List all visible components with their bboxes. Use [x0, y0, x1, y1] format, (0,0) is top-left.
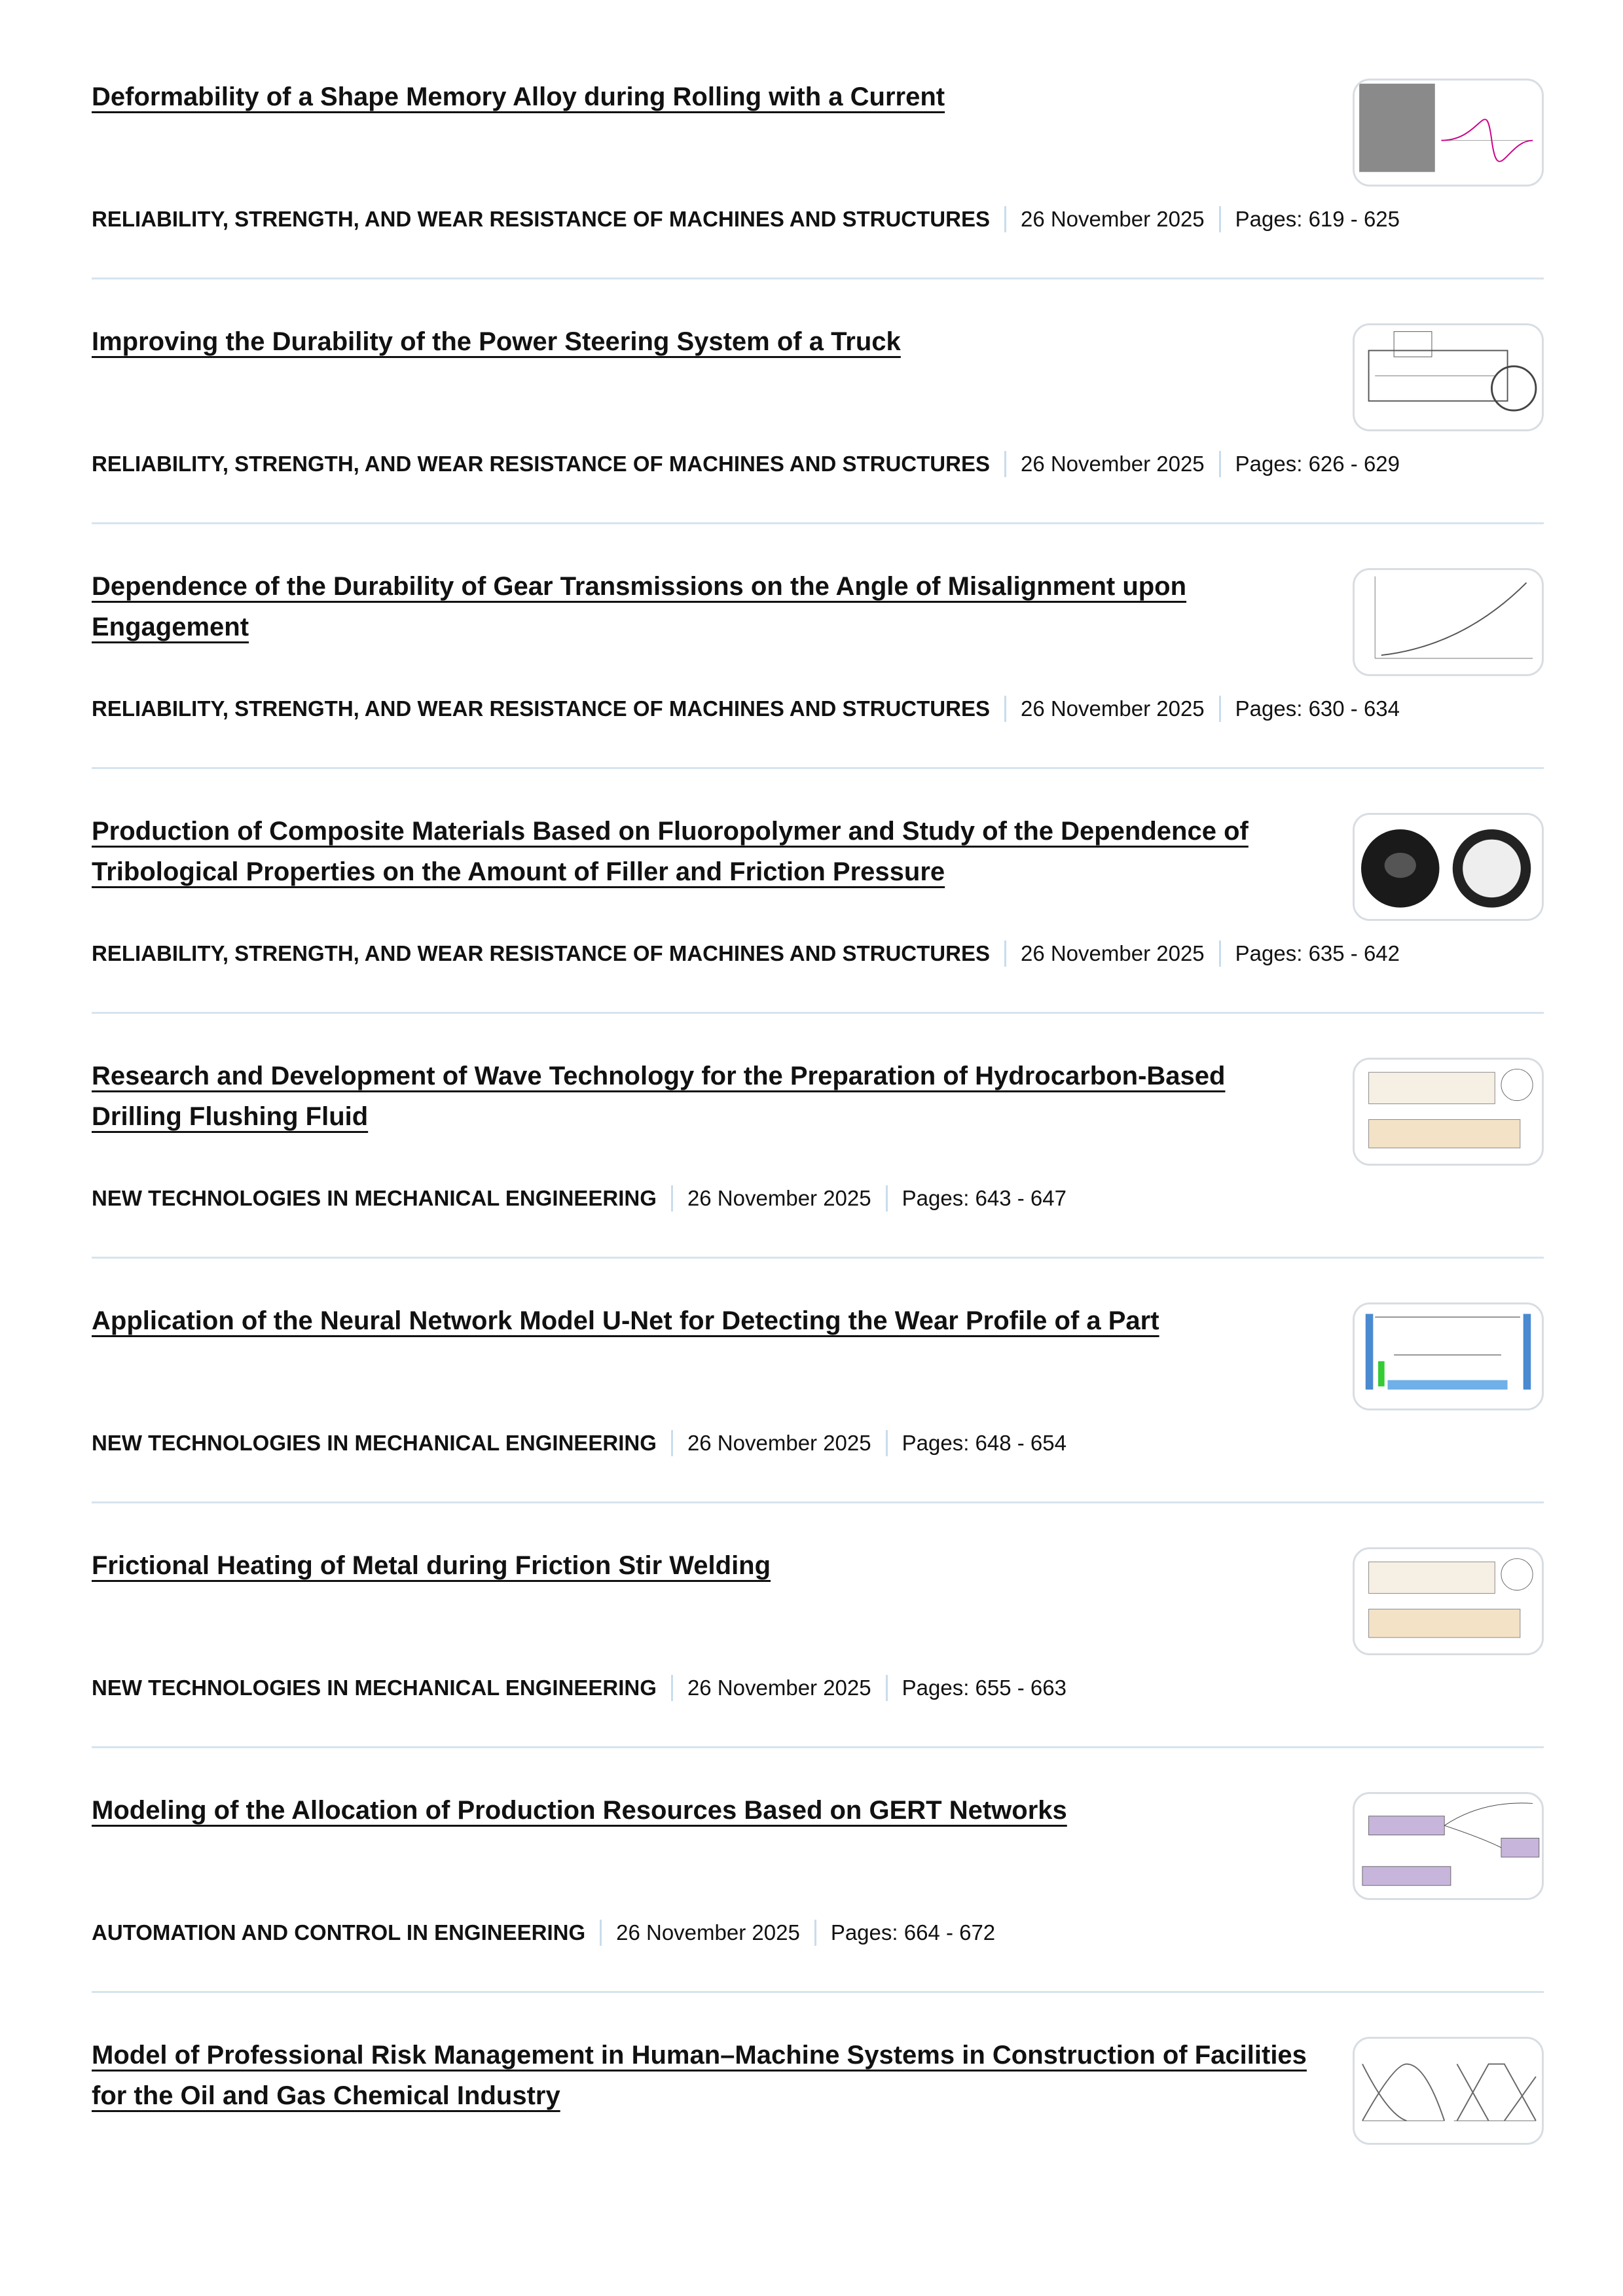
article-title	[92, 1545, 1309, 1586]
article-item	[92, 1259, 1544, 1503]
article-date: 26 November 2025	[687, 1676, 871, 1700]
article-title	[92, 811, 1309, 892]
article-date: 26 November 2025	[687, 1186, 871, 1210]
article-section: NEW TECHNOLOGIES IN MECHANICAL ENGINEERING	[92, 1186, 657, 1210]
article-thumbnail[interactable]	[1353, 1547, 1544, 1655]
article-title	[92, 1790, 1309, 1831]
article-item	[92, 1503, 1544, 1748]
drawing-image-icon	[1355, 1060, 1542, 1164]
article-date: 26 November 2025	[687, 1431, 871, 1455]
article-thumbnail[interactable]	[1353, 323, 1544, 431]
article-title-link[interactable]: Deformability of a Shape Memory Alloy during Rolling with a Current	[92, 82, 945, 111]
article-thumbnail[interactable]	[1353, 1792, 1544, 1900]
article-meta	[92, 1920, 995, 1946]
separator	[1219, 451, 1221, 477]
article-list	[92, 35, 1544, 2236]
article-item	[92, 279, 1544, 524]
article-section: RELIABILITY, STRENGTH, AND WEAR RESISTANCE OF MACHINES AND STRUCTURES	[92, 941, 990, 965]
article-meta	[92, 451, 1400, 477]
separator	[1219, 696, 1221, 722]
rings-image-icon	[1355, 815, 1542, 919]
article-item	[92, 35, 1544, 279]
article-pages: Pages: 648 - 654	[902, 1431, 1067, 1455]
separator	[886, 1185, 888, 1211]
article-pages: Pages: 655 - 663	[902, 1676, 1067, 1700]
fuzzy-image-icon	[1355, 2039, 1542, 2143]
article-thumbnail[interactable]	[1353, 79, 1544, 187]
article-section: RELIABILITY, STRENGTH, AND WEAR RESISTANCE OF MACHINES AND STRUCTURES	[92, 452, 990, 476]
separator	[1004, 696, 1006, 722]
article-title	[92, 566, 1309, 647]
article-thumbnail[interactable]	[1353, 2037, 1544, 2145]
article-date: 26 November 2025	[1020, 941, 1205, 965]
separator	[1219, 941, 1221, 967]
article-item	[92, 769, 1544, 1014]
article-pages: Pages: 643 - 647	[902, 1186, 1067, 1210]
separator	[814, 1920, 816, 1946]
separator	[600, 1920, 602, 1946]
article-item	[92, 524, 1544, 769]
unet-image-icon	[1355, 1304, 1542, 1408]
article-thumbnail[interactable]	[1353, 1058, 1544, 1166]
article-pages: Pages: 619 - 625	[1235, 207, 1400, 231]
article-item	[92, 1748, 1544, 1993]
article-thumbnail[interactable]	[1353, 568, 1544, 676]
article-pages: Pages: 635 - 642	[1235, 941, 1400, 965]
article-section: AUTOMATION AND CONTROL IN ENGINEERING	[92, 1920, 586, 1945]
separator	[671, 1185, 673, 1211]
article-item	[92, 1014, 1544, 1259]
article-meta	[92, 1430, 1067, 1456]
article-title-link[interactable]: Research and Development of Wave Technology for the Preparation of Hydrocarbon-Based Drilling Flushing Fluid	[92, 1062, 1226, 1131]
separator	[1004, 206, 1006, 232]
separator	[1219, 206, 1221, 232]
article-section: RELIABILITY, STRENGTH, AND WEAR RESISTANCE OF MACHINES AND STRUCTURES	[92, 696, 990, 721]
article-title-link[interactable]: Frictional Heating of Metal during Friction Stir Welding	[92, 1551, 771, 1580]
separator	[671, 1430, 673, 1456]
separator	[886, 1675, 888, 1701]
drawing-image-icon	[1355, 1549, 1542, 1653]
separator	[1004, 451, 1006, 477]
curve-image-icon	[1355, 570, 1542, 674]
article-title-link[interactable]: Modeling of the Allocation of Production Resources Based on GERT Networks	[92, 1796, 1067, 1825]
article-section: RELIABILITY, STRENGTH, AND WEAR RESISTANCE OF MACHINES AND STRUCTURES	[92, 207, 990, 231]
gert-image-icon	[1355, 1794, 1542, 1898]
article-date: 26 November 2025	[616, 1920, 800, 1945]
article-meta	[92, 206, 1400, 232]
article-title-link[interactable]: Improving the Durability of the Power Steering System of a Truck	[92, 327, 901, 356]
article-title	[92, 1056, 1309, 1137]
mechanism-image-icon	[1355, 325, 1542, 429]
article-section: NEW TECHNOLOGIES IN MECHANICAL ENGINEERING	[92, 1676, 657, 1700]
article-title	[92, 77, 1309, 117]
article-date: 26 November 2025	[1020, 207, 1205, 231]
article-title	[92, 2035, 1309, 2116]
article-meta	[92, 941, 1400, 967]
article-thumbnail[interactable]	[1353, 1302, 1544, 1410]
micrograph-image-icon	[1355, 81, 1542, 185]
article-meta	[92, 696, 1400, 722]
article-title	[92, 321, 1309, 362]
article-thumbnail[interactable]	[1353, 813, 1544, 921]
article-meta	[92, 1185, 1067, 1211]
separator	[1004, 941, 1006, 967]
article-pages: Pages: 626 - 629	[1235, 452, 1400, 476]
article-title	[92, 1300, 1309, 1341]
separator	[671, 1675, 673, 1701]
article-pages: Pages: 664 - 672	[830, 1920, 996, 1945]
article-title-link[interactable]: Production of Composite Materials Based on Fluoropolymer and Study of the Dependence of Tribological Properties on the Amount of Filler and Friction Pressure	[92, 817, 1249, 886]
article-item	[92, 1993, 1544, 2236]
article-title-link[interactable]: Application of the Neural Network Model U-Net for Detecting the Wear Profile of a Part	[92, 1306, 1159, 1335]
article-title-link[interactable]: Model of Professional Risk Management in Human–Machine Systems in Construction of Facilities for the Oil and Gas Chemical Industry	[92, 2041, 1307, 2110]
separator	[886, 1430, 888, 1456]
article-meta	[92, 1675, 1067, 1701]
article-date: 26 November 2025	[1020, 452, 1205, 476]
article-title-link[interactable]: Dependence of the Durability of Gear Transmissions on the Angle of Misalignment upon Engagement	[92, 572, 1187, 641]
article-pages: Pages: 630 - 634	[1235, 696, 1400, 721]
article-section: NEW TECHNOLOGIES IN MECHANICAL ENGINEERING	[92, 1431, 657, 1455]
article-date: 26 November 2025	[1020, 696, 1205, 721]
